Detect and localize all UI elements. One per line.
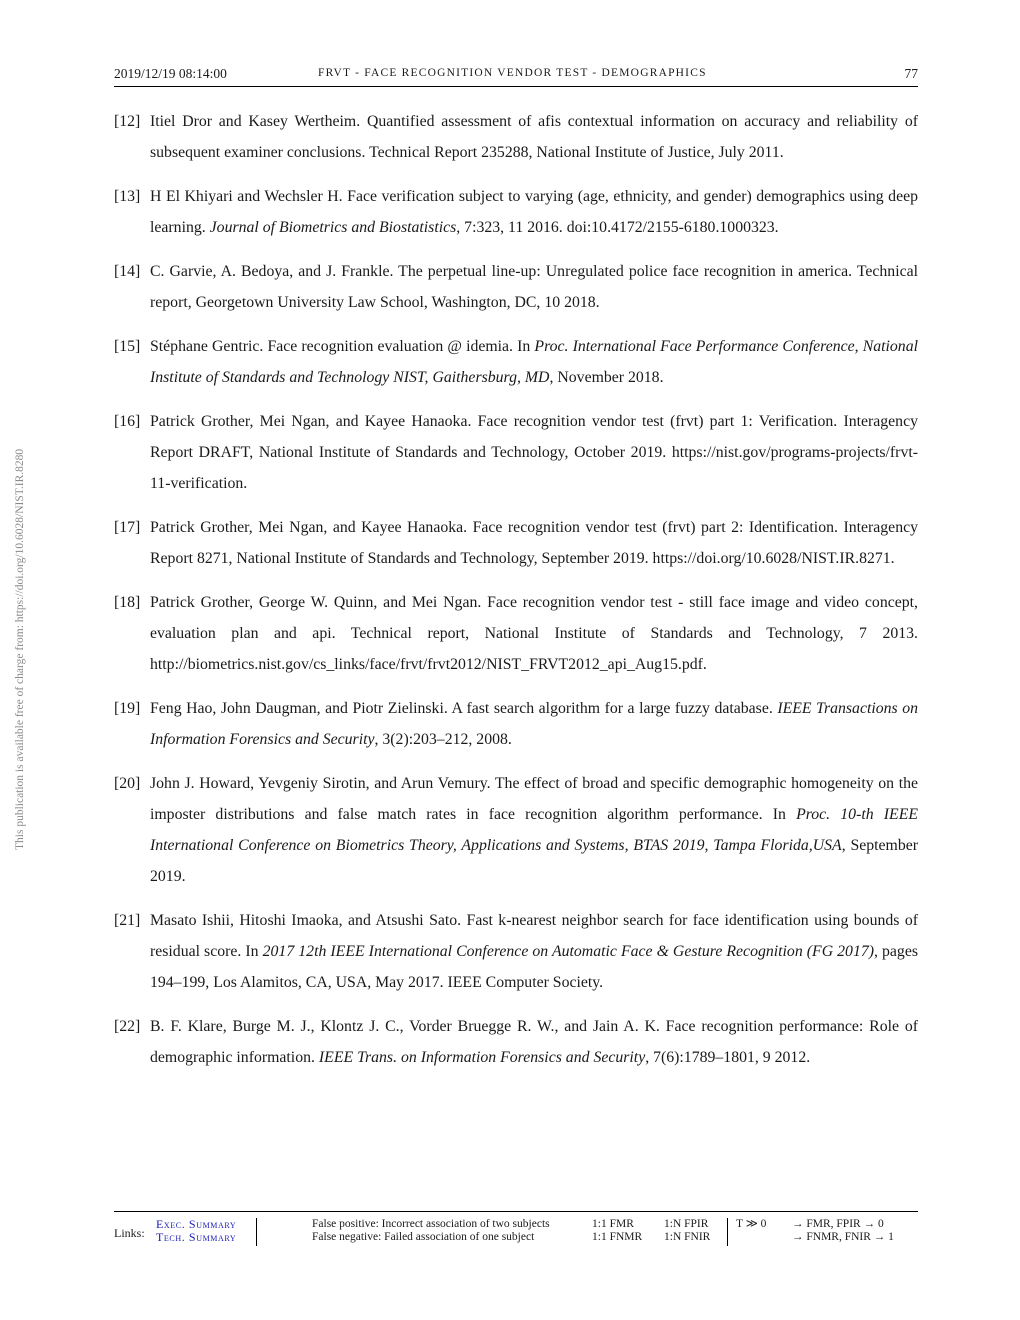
reference-venue: 2017 12th IEEE International Conference on Automatic Face & Gesture Recognition (FG 2017) (262, 943, 875, 960)
reference-segment: B. F. Klare, Burge M. J., Klontz J. C., Vorder Bruegge R. W., and Jain A. K. Face recognition performance: Role of demographic information. (150, 1018, 918, 1066)
reference-number: [22] (114, 1018, 141, 1035)
false-positive-row (312, 1218, 727, 1231)
fmr-label: 1:1 FMR (592, 1218, 634, 1230)
false-negative-row (312, 1231, 727, 1244)
reference-text (150, 693, 918, 755)
reference-entry (114, 331, 918, 393)
reference-segment: , 3(2):203–212, 2008. (374, 731, 512, 748)
reference-venue: Journal of Biometrics and Biostatistics (209, 219, 457, 236)
reference-number: [17] (114, 519, 141, 536)
reference-number: [14] (114, 263, 141, 280)
reference-entry (114, 406, 918, 499)
reference-number: [13] (114, 188, 141, 205)
reference-entry (114, 768, 918, 892)
reference-entry (114, 512, 918, 574)
fnir-label: 1:N FNIR (664, 1231, 711, 1243)
reference-segment: , 7:323, 11 2016. doi:10.4172/2155-6180.1000323. (456, 219, 779, 236)
reference-number: [12] (114, 113, 141, 130)
false-positive-definition: False positive: Incorrect association of two subjects (312, 1218, 550, 1230)
page-header (114, 64, 918, 87)
footer-links (156, 1218, 257, 1246)
error-definitions (312, 1218, 728, 1246)
reference-venue: Proc. International Face Performance Conference, National Institute of Standards and Technology NIST, Gaithersburg, MD (150, 338, 918, 386)
publication-availability-note: This publication is available free of charge from: https://doi.org/10.6028/NIST.IR.8280 (14, 448, 26, 850)
reference-segment: Stéphane Gentric. Face recognition evaluation @ idemia. In (150, 338, 535, 355)
reference-entry (114, 587, 918, 680)
tech-summary-link[interactable]: Tech. Summary (156, 1230, 237, 1244)
header-date: 2019/12/19 08:14:00 (114, 66, 227, 81)
reference-text (150, 1011, 918, 1073)
reference-text (150, 587, 918, 680)
reference-text (150, 106, 918, 168)
reference-entry (114, 1011, 918, 1073)
exec-summary-link[interactable]: Exec. Summary (156, 1217, 237, 1231)
fp-limit: → FMR, FPIR → 0 (792, 1218, 884, 1230)
reference-venue: IEEE Trans. on Information Forensics and Security (318, 1049, 646, 1066)
page-number: 77 (904, 66, 918, 81)
reference-text (150, 331, 918, 393)
reference-segment: John J. Howard, Yevgeniy Sirotin, and Arun Vemury. The effect of broad and specific demographic homogeneity on the imposter distributions and false match rates in face recognition algorithm performance. In (150, 775, 918, 823)
reference-text (150, 768, 918, 892)
reference-segment: , September 2019. (150, 837, 919, 885)
reference-segment: Itiel Dror and Kasey Wertheim. Quantified assessment of afis contextual information on accuracy and reliability of subsequent examiner conclusions. Technical Report 235288, National Institute of Justice, July 2011. (150, 113, 918, 161)
reference-entry (114, 256, 918, 318)
reference-segment: , pages 194–199, Los Alamitos, CA, USA, May 2017. IEEE Computer Society. (150, 943, 918, 991)
page-footer (114, 1211, 918, 1252)
fn-limit: → FNMR, FNIR → 1 (792, 1231, 894, 1243)
false-negative-definition: False negative: Failed association of one subject (312, 1231, 535, 1243)
reference-number: [15] (114, 338, 141, 355)
reference-number: [21] (114, 912, 141, 929)
reference-venue: Proc. 10-th IEEE International Conference on Biometrics Theory, Applications and Systems, BTAS 2019, Tampa Florida,USA (150, 806, 918, 854)
reference-number: [18] (114, 594, 141, 611)
reference-entry (114, 693, 918, 755)
reference-number: [19] (114, 700, 141, 717)
reference-text (150, 256, 918, 318)
reference-venue: IEEE Transactions on Information Forensics and Security (150, 700, 918, 748)
reference-segment: Patrick Grother, George W. Quinn, and Mei Ngan. Face recognition vendor test - still face image and video concept, evaluation plan and api. Technical report, National Institute of Standards and Technology, 7 2013. http://biometrics.nist.gov/cs_links/face/frvt/frvt2012/NIST_FRVT2012_api_Aug15.pdf. (150, 594, 918, 673)
reference-text (150, 905, 918, 998)
reference-entry (114, 181, 918, 243)
reference-segment: Patrick Grother, Mei Ngan, and Kayee Hanaoka. Face recognition vendor test (frvt) part 2: Identification. Interagency Report 8271, National Institute of Standards and Technology, September 2019. https://doi.org/10.6028/NIST.IR.8271. (150, 519, 918, 567)
header-title: FRVT - FACE RECOGNITION VENDOR TEST - DEMOGRAPHICS (318, 67, 707, 79)
links-label: Links: (114, 1226, 145, 1240)
reference-entry (114, 905, 918, 998)
reference-segment: , November 2018. (549, 369, 664, 386)
reference-segment: , 7(6):1789–1801, 9 2012. (645, 1049, 811, 1066)
reference-segment: C. Garvie, A. Bedoya, and J. Frankle. The perpetual line-up: Unregulated police face recognition in america. Technical report, Georgetown University Law School, Washington, DC, 10 2018. (150, 263, 918, 311)
reference-entry (114, 106, 918, 168)
reference-number: [16] (114, 413, 141, 430)
reference-segment: H El Khiyari and Wechsler H. Face verification subject to varying (age, ethnicity, and gender) demographics using deep learning. (150, 188, 918, 236)
reference-text (150, 181, 918, 243)
limit-notes (792, 1218, 894, 1244)
reference-text (150, 406, 918, 499)
reference-segment: Masato Ishii, Hitoshi Imaoka, and Atsushi Sato. Fast k-nearest neighbor search for face identification using bounds of residual score. In (150, 912, 918, 960)
fpir-label: 1:N FPIR (664, 1218, 709, 1230)
fnmr-label: 1:1 FNMR (592, 1231, 643, 1243)
reference-segment: Feng Hao, John Daugman, and Piotr Zielinski. A fast search algorithm for a large fuzzy database. (150, 700, 778, 717)
threshold-note: T ≫ 0 (736, 1218, 767, 1230)
reference-number: [20] (114, 775, 141, 792)
reference-list (114, 106, 918, 1086)
reference-segment: Patrick Grother, Mei Ngan, and Kayee Hanaoka. Face recognition vendor test (frvt) part 1: Verification. Interagency Report DRAFT, National Institute of Standards and Technology, October 2019. https://nist.gov/programs-projects/frvt-11-verification. (150, 413, 918, 492)
reference-text (150, 512, 918, 574)
